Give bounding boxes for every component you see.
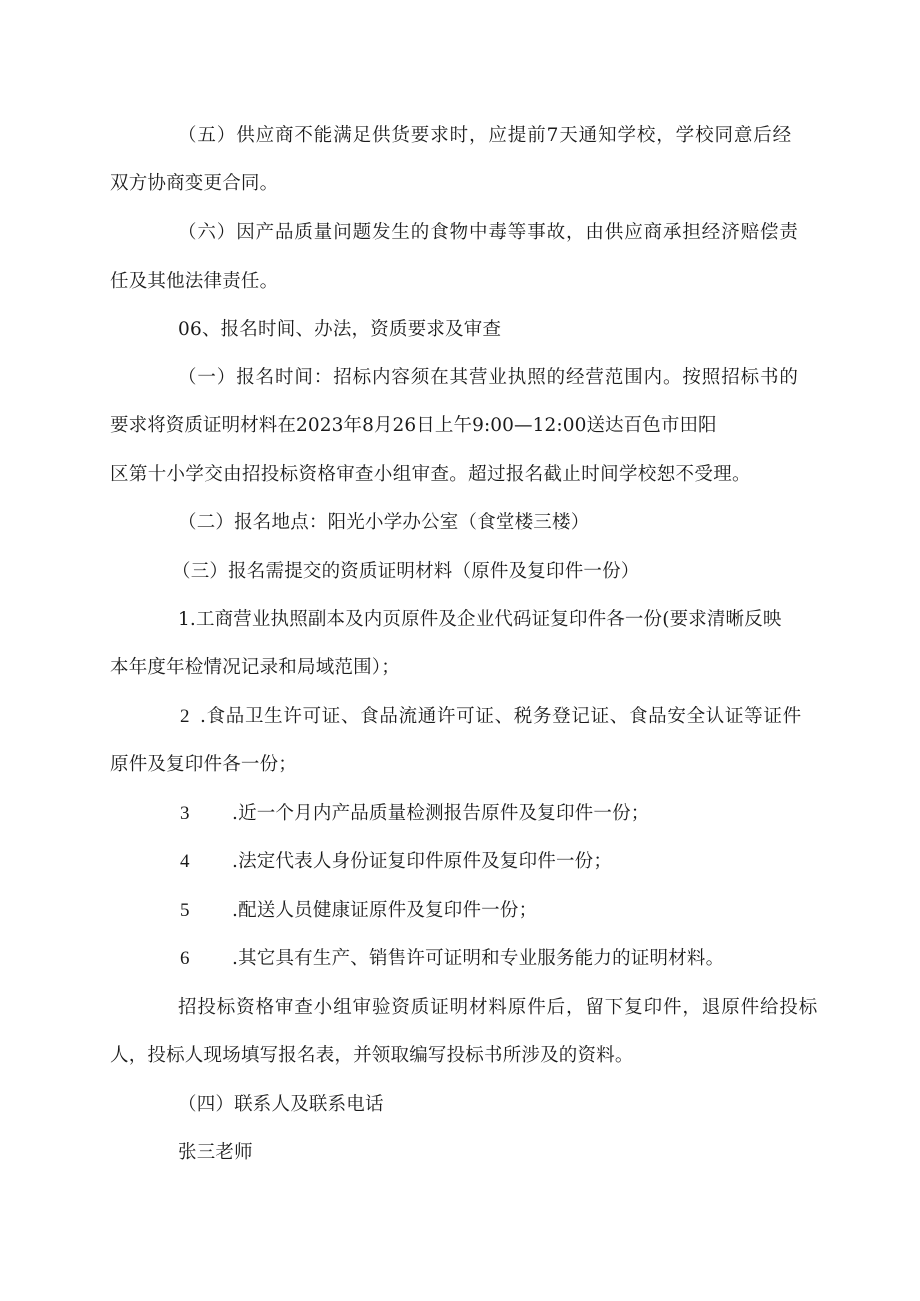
section-1-line-1: （一）报名时间：招标内容须在其营业执照的经营范围内。按照招标书的 xyxy=(178,367,799,388)
item-2-number: 2 xyxy=(180,706,190,727)
section-06-heading: 06、报名时间、办法，资质要求及审查 xyxy=(178,319,502,340)
review-line-2: 人，投标人现场填写报名表，并领取编写投标书所涉及的资料。 xyxy=(110,1045,634,1066)
section-1-line-3: 区第十小学交由招投标资格审查小组审查。超过报名截止时间学校恕不受理。 xyxy=(110,464,751,485)
item-4-text: .法定代表人身份证复印件原件及复印件一份； xyxy=(232,851,613,872)
paragraph-6-line-2: 任及其他法律责任。 xyxy=(110,271,279,292)
section-3-heading: （三）报名需提交的资质证明材料（原件及复印件一份） xyxy=(172,561,640,582)
section-2-location: （二）报名地点：阳光小学办公室（食堂楼三楼） xyxy=(178,512,590,533)
paragraph-6-line-1: （六）因产品质量问题发生的食物中毒等事故，由供应商承担经济赔偿责 xyxy=(178,222,799,243)
section-4-heading: （四）联系人及联系电话 xyxy=(178,1094,384,1115)
item-5-number: 5 xyxy=(180,900,190,921)
item-3-number: 3 xyxy=(180,803,190,824)
contact-name: 张三老师 xyxy=(178,1142,253,1163)
item-6-number: 6 xyxy=(180,948,190,969)
review-line-1: 招投标资格审查小组审验资质证明材料原件后，留下复印件，退原件给投标 xyxy=(178,997,819,1018)
paragraph-5-line-1: （五）供应商不能满足供货要求时，应提前7天通知学校，学校同意后经 xyxy=(178,125,793,146)
item-1-line-1: 1.工商营业执照副本及内页原件及企业代码证复印件各一份(要求清晰反映 xyxy=(178,609,782,630)
paragraph-5-line-2: 双方协商变更合同。 xyxy=(110,173,279,194)
item-2-line-1: .食品卫生许可证、食品流通许可证、税务登记证、食品安全认证等证件 xyxy=(200,706,802,727)
item-4-number: 4 xyxy=(180,851,190,872)
section-1-line-2: 要求将资质证明材料在2023年8月26日上午9:00—12:00送达百色市田阳 xyxy=(110,415,717,436)
item-6-text: .其它具有生产、销售许可证明和专业服务能力的证明材料。 xyxy=(232,948,725,969)
item-1-line-2: 本年度年检情况记录和局域范围）； xyxy=(110,657,400,678)
item-3-text: .近一个月内产品质量检测报告原件及复印件一份； xyxy=(232,803,650,824)
item-2-line-2: 原件及复印件各一份； xyxy=(110,754,298,775)
item-5-text: .配送人员健康证原件及复印件一份； xyxy=(232,900,538,921)
